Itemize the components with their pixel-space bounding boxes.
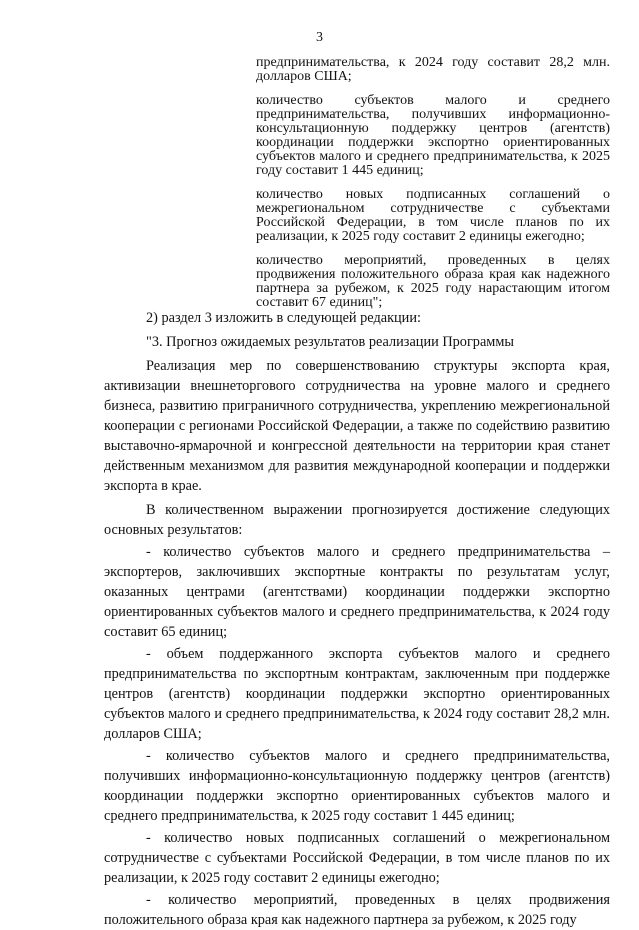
result-item: - количество субъектов малого и среднего предпринимательства, получивших информационно-консультационную поддержку центров (агентств) координации поддержки экспортно ориентированных субъектов малого и среднего предпринимательства, к 2025 году составит 1 445 единиц;: [104, 748, 610, 824]
result-item: - количество новых подписанных соглашений о межрегиональном сотрудничестве с субъектами Российской Федерации, в том числе планов по их реализации, к 2025 году составит 2 единицы ежегодно;: [104, 830, 610, 886]
result-item: - объем поддержанного экспорта субъектов малого и среднего предпринимательства по экспортным контрактам, заключенным при поддержке центров (агентств) координации поддержки экспортно ориентированных субъектов малого и среднего предпринимательства, к 2024 году составит 28,2 млн. долларов США;: [104, 646, 610, 742]
result-item: - количество мероприятий, проведенных в целях продвижения положительного образа края как надежного партнера за рубежом, к 2025 году: [104, 892, 610, 928]
paragraph: В количественном выражении прогнозируется достижение следующих основных результатов:: [104, 502, 610, 538]
amendment-item: количество субъектов малого и среднего предпринимательства, получивших информационно-консультационную поддержку центров (агентств) координации поддержки экспортно ориентированных субъектов малого и среднего предпринимательства, к 2025 году составит 1 445 единиц;: [256, 93, 610, 178]
amendment-item: количество мероприятий, проведенных в целях продвижения положительного образа края как надежного партнера за рубежом, к 2025 году нарастающим итогом составит 67 единиц";: [256, 253, 610, 310]
amendment-text-block: [256, 56, 610, 320]
page-number: 3: [316, 30, 323, 45]
main-text: [104, 308, 610, 930]
section-instruction: 2) раздел 3 изложить в следующей редакции:: [146, 310, 421, 326]
amendment-item: предпринимательства, к 2024 году составит 28,2 млн. долларов США;: [256, 55, 610, 84]
amendment-item: количество новых подписанных соглашений о межрегиональном сотрудничестве с субъектами Российской Федерации, в том числе планов по их реализации, к 2025 году составит 2 единицы ежегодно;: [256, 187, 610, 244]
result-item: - количество субъектов малого и среднего предпринимательства – экспортеров, заключивших экспортные контракты по результатам услуг, оказанных центрами (агентствами) координации поддержки экспортно ориентированных субъектов малого и среднего предпринимательства, к 2024 году составит 65 единиц;: [104, 544, 610, 640]
section-heading: "3. Прогноз ожидаемых результатов реализации Программы: [146, 334, 515, 350]
paragraph: Реализация мер по совершенствованию структуры экспорта края, активизации внешнеторгового сотрудничества на уровне малого и среднего бизнеса, развитию приграничного сотрудничества, укреплению межрегиональной кооперации с регионами Российской Федерации, а также по содействию развитию выставочно-ярмарочной и конгрессной деятельности на территории края станет действенным механизмом для развития международной кооперации и поддержки экспорта в крае.: [104, 358, 610, 494]
